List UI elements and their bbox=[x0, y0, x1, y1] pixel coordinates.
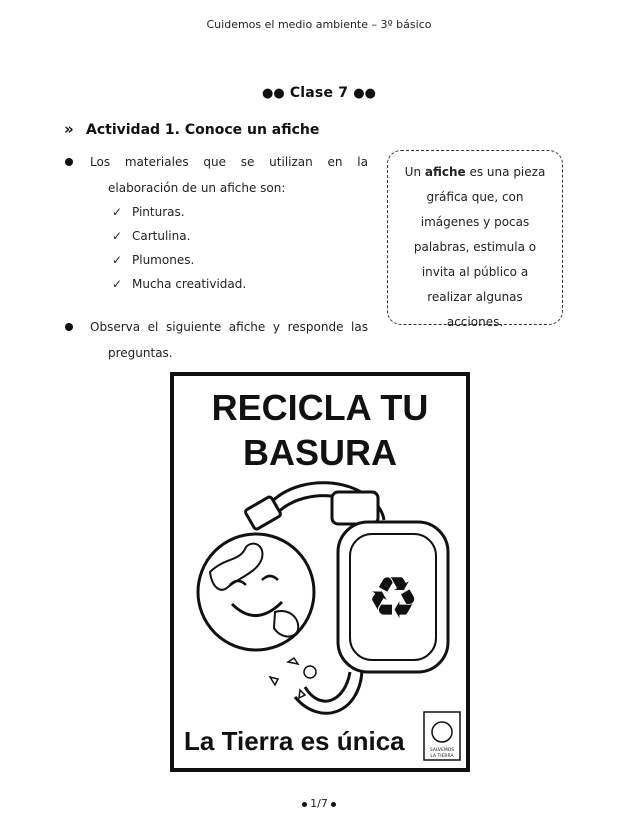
svg-text:SALVEMOS: SALVEMOS bbox=[429, 748, 455, 753]
callout-text: acciones. bbox=[446, 315, 504, 329]
recycling-canister-illustration bbox=[338, 522, 448, 672]
heading-dots-right: ●● bbox=[353, 86, 376, 101]
callout-text: palabras, estimula o bbox=[413, 240, 537, 254]
checkmark-icon: ✓ bbox=[112, 205, 123, 219]
page-footer bbox=[0, 797, 638, 810]
callout-text: gráfica que, con bbox=[426, 190, 524, 204]
definition-callout bbox=[387, 150, 563, 329]
list-item-label: Cartulina. bbox=[132, 229, 191, 243]
footer-dot-icon bbox=[302, 802, 307, 807]
bullet-icon bbox=[65, 323, 73, 331]
poster-slogan: La Tierra es única bbox=[184, 726, 405, 756]
heading-dots-left: ●● bbox=[262, 86, 285, 101]
page-header: Cuidemos el medio ambiente – 3º básico bbox=[206, 18, 432, 31]
recycle-icon: ♻ bbox=[367, 564, 419, 632]
smiling-earth-illustration bbox=[198, 534, 314, 650]
bullet-instructions-line1: Observa el siguiente afiche y responde las bbox=[90, 320, 368, 334]
callout-text: Un bbox=[404, 165, 425, 179]
footer-dot-icon bbox=[331, 802, 336, 807]
poster-title-line2: BASURA bbox=[242, 432, 398, 473]
checkmark-icon: ✓ bbox=[112, 253, 123, 267]
callout-text: imágenes y pocas bbox=[420, 215, 530, 229]
callout-text: invita al público a bbox=[421, 265, 529, 279]
bullet-instructions-line2: preguntas. bbox=[108, 346, 173, 360]
bullet-materials-line1: Los materiales que se utilizan en la bbox=[90, 155, 368, 169]
bullet-instructions bbox=[65, 315, 385, 339]
list-item-label: Mucha creatividad. bbox=[132, 277, 247, 291]
class-title: Clase 7 bbox=[289, 85, 349, 101]
svg-text:LA TIERRA: LA TIERRA bbox=[430, 754, 454, 759]
activity-title: Actividad 1. Conoce un afiche bbox=[86, 122, 320, 138]
recycling-poster bbox=[170, 372, 470, 772]
double-chevron-icon: » bbox=[64, 120, 74, 138]
list-item-label: Pinturas. bbox=[132, 205, 185, 219]
callout-keyword: afiche bbox=[424, 165, 466, 179]
callout-text: es una pieza bbox=[465, 165, 546, 179]
canister-lid bbox=[332, 492, 378, 524]
activity-heading bbox=[64, 120, 319, 138]
save-earth-badge bbox=[424, 712, 460, 760]
bullet-materials bbox=[65, 150, 385, 174]
list-item bbox=[112, 248, 194, 272]
list-item bbox=[112, 200, 185, 224]
list-item bbox=[112, 224, 190, 248]
checkmark-icon: ✓ bbox=[112, 277, 123, 291]
page-number: 1/7 bbox=[310, 797, 328, 810]
poster-title-line1: RECICLA TU bbox=[211, 387, 429, 428]
list-item bbox=[112, 272, 246, 296]
list-item-label: Plumones. bbox=[132, 253, 195, 267]
checkmark-icon: ✓ bbox=[112, 229, 123, 243]
bullet-materials-line2: elaboración de un afiche son: bbox=[108, 181, 286, 195]
class-heading bbox=[0, 85, 638, 101]
bullet-icon bbox=[65, 158, 73, 166]
callout-text: realizar algunas bbox=[427, 290, 523, 304]
